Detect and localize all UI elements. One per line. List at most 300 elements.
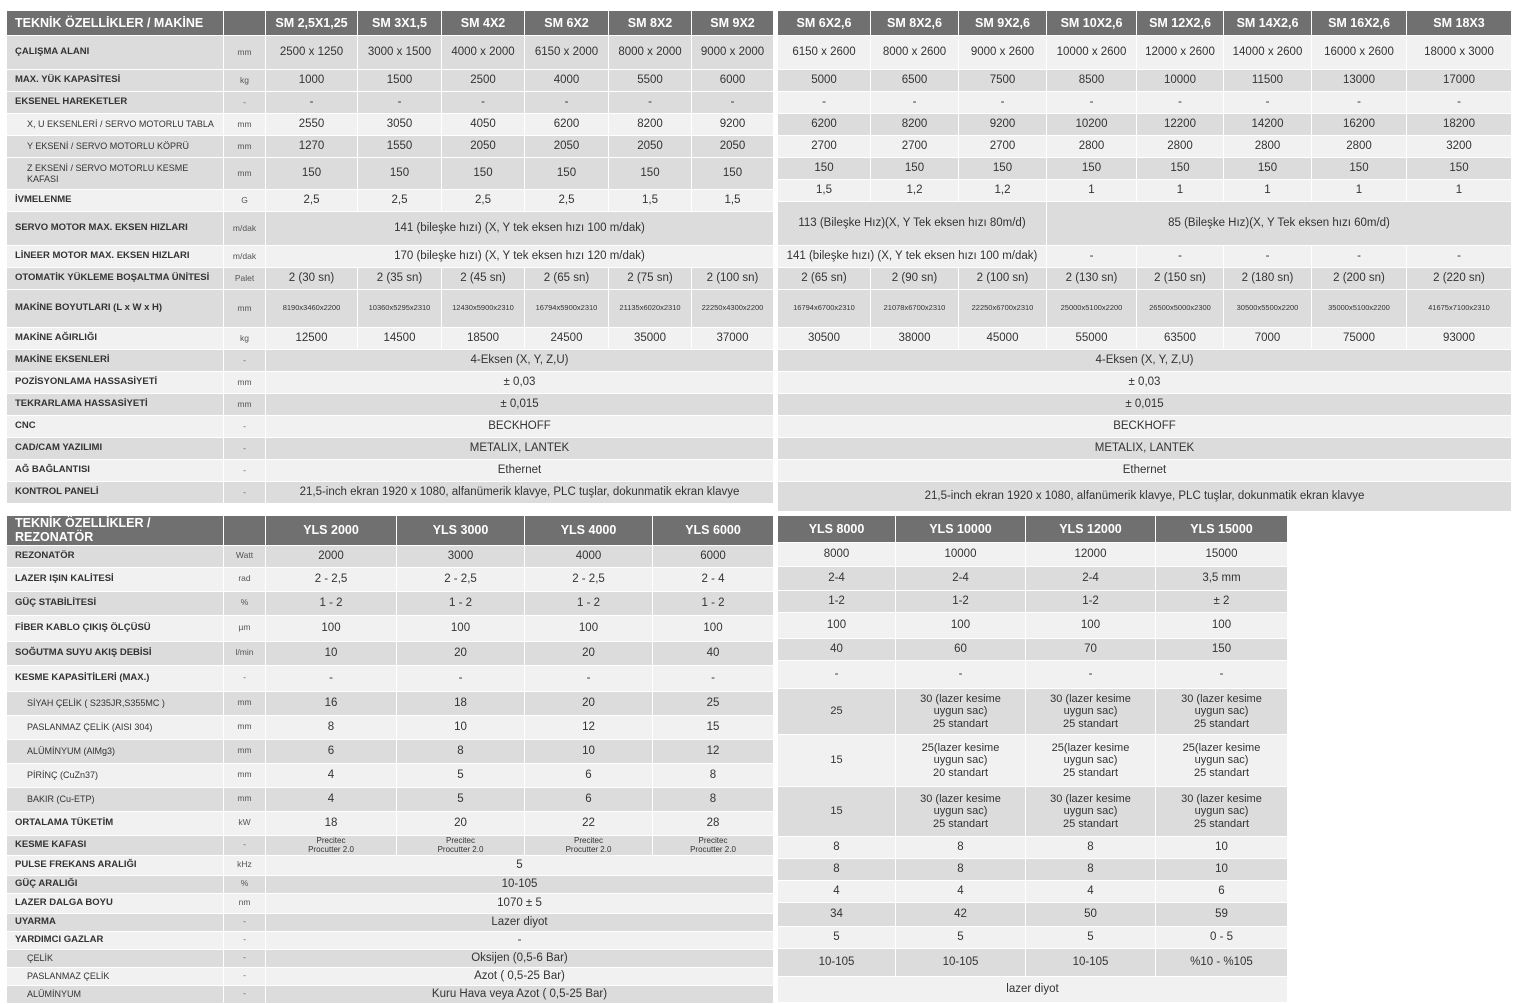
cell-value: 2 - 2,5 [266,567,397,591]
row-unit: - [224,438,266,460]
row-unit: - [224,931,266,949]
cell-value: 150 [692,158,774,190]
cell-value: 30 (lazer kesime uygun sac) 25 standart [1026,689,1156,735]
table-row [778,290,1512,328]
cell-value: 2700 [778,136,871,158]
table-row [778,482,1512,512]
cell-value: 12200 [1137,114,1224,136]
column-header: SM 6X2 [525,11,609,36]
cell-value: - [266,931,774,949]
cell-value: 15 [778,787,896,837]
row-unit: kg [224,328,266,350]
cell-value: 2-4 [896,567,1026,591]
cell-value: 150 [1137,158,1224,180]
row-unit: m/dak [224,212,266,246]
cell-value: 14000 x 2600 [1224,36,1312,70]
column-header: SM 2,5X1,25 [266,11,358,36]
table-row [7,350,774,372]
cell-value: 30500 [778,328,871,350]
column-header: YLS 15000 [1156,516,1288,543]
cell-value: 10000 [1137,70,1224,92]
table-row [778,977,1288,1003]
cell-value: - [609,92,692,114]
row-label: LAZER DALGA BOYU [7,893,224,913]
cell-value: 10000 x 2600 [1047,36,1137,70]
row-unit: - [224,416,266,438]
cell-value: 8 [778,837,896,859]
cell-value: 1-2 [1026,591,1156,613]
cell-value: 13000 [1312,70,1407,92]
cell-value: 100 [1026,613,1156,639]
column-header: SM 9X2,6 [959,11,1047,36]
cell-value: - [1047,92,1137,114]
table-row [7,394,774,416]
cell-value: 1 - 2 [266,591,397,615]
cell-value: 150 [778,158,871,180]
cell-value: 8190x3460x2200 [266,290,358,328]
cell-value: ± 0,015 [266,394,774,416]
row-label: İVMELENME [7,190,224,212]
cell-value: 9000 x 2600 [959,36,1047,70]
cell-value: 9200 [692,114,774,136]
cell-value: - [525,665,653,691]
table-row [778,136,1512,158]
cell-value: 2,5 [358,190,442,212]
cell-value: 41675x7100x2310 [1407,290,1512,328]
row-unit: mm [224,715,266,739]
row-label: LAZER IŞIN KALİTESİ [7,567,224,591]
row-label: EKSENEL HAREKETLER [7,92,224,114]
cell-value: 38000 [871,328,959,350]
cell-value: - [1137,246,1224,268]
row-label: FİBER KABLO ÇIKIŞ ÖLÇÜSÜ [7,615,224,641]
cell-value: 170 (bileşke hızı) (X, Y tek eksen hızı 120 m/dak) [266,246,774,268]
cell-value: 3050 [358,114,442,136]
table-row [7,763,774,787]
cell-value: - [778,661,896,689]
cell-value: 2 - 2,5 [397,567,525,591]
cell-value: 16794x5900x2310 [525,290,609,328]
column-header: SM 3X1,5 [358,11,442,36]
cell-value: 100 [896,613,1026,639]
cell-value: 8000 x 2600 [871,36,959,70]
table-row [7,855,774,875]
cell-value: 35000 [609,328,692,350]
cell-value: 10 [1156,859,1288,881]
cell-value: 6 [1156,881,1288,903]
row-unit: mm [224,158,266,190]
table-row [778,202,1512,246]
cell-value: 8000 [778,543,896,567]
cell-value: 1550 [358,136,442,158]
table-row [778,859,1288,881]
row-unit: mm [224,691,266,715]
cell-value: 2 (200 sn) [1312,268,1407,290]
cell-value: 10360x5295x2310 [358,290,442,328]
cell-value: 5 [266,855,774,875]
row-unit: - [224,835,266,855]
cell-value: 6000 [692,70,774,92]
cell-value: 2 (35 sn) [358,268,442,290]
machine-table-title: TEKNİK ÖZELLİKLER / MAKİNE [7,11,224,36]
cell-value: 150 [442,158,525,190]
cell-value: Lazer diyot [266,913,774,931]
table-row [7,460,774,482]
table-row [7,787,774,811]
row-label: OTOMATİK YÜKLEME BOŞALTMA ÜNİTESİ [7,268,224,290]
cell-value: 10000 [896,543,1026,567]
table-row [778,837,1288,859]
cell-value: 2050 [609,136,692,158]
cell-value: 8 [896,837,1026,859]
row-label: KESME KAFASI [7,835,224,855]
cell-value: 6 [266,739,397,763]
cell-value: 4050 [442,114,525,136]
cell-value: 16 [266,691,397,715]
column-header: SM 16X2,6 [1312,11,1407,36]
table-row [7,482,774,504]
cell-value: 25 [778,689,896,735]
cell-value: Oksijen (0,5-6 Bar) [266,949,774,967]
cell-value: 42 [896,903,1026,927]
row-unit: mm [224,763,266,787]
cell-value: METALIX, LANTEK [266,438,774,460]
table-row [778,438,1512,460]
cell-value: - [442,92,525,114]
table-row [778,949,1288,977]
column-header: YLS 10000 [896,516,1026,543]
cell-value: - [871,92,959,114]
row-label: ÇELİK [7,949,224,967]
cell-value: 100 [1156,613,1288,639]
row-unit: Watt [224,545,266,567]
cell-value: 10-105 [896,949,1026,977]
cell-value: 16794x6700x2310 [778,290,871,328]
column-header: SM 4X2 [442,11,525,36]
cell-value: 2700 [959,136,1047,158]
cell-value: - [959,92,1047,114]
row-unit: % [224,875,266,893]
cell-value: 30 (lazer kesime uygun sac) 25 standart [1156,787,1288,837]
row-label: ALÜMİNYUM (AlMg3) [7,739,224,763]
column-header: YLS 2000 [266,516,397,546]
cell-value: 5 [397,787,525,811]
cell-value: 22250x6700x2310 [959,290,1047,328]
cell-value: 59 [1156,903,1288,927]
cell-value: 8200 [609,114,692,136]
table-row [778,180,1512,202]
cell-value: 12430x5900x2310 [442,290,525,328]
cell-value: - [1156,661,1288,689]
table-row [778,735,1288,787]
cell-value: 1,2 [871,180,959,202]
row-label: CNC [7,416,224,438]
cell-value: %10 - %105 [1156,949,1288,977]
table-row [7,70,774,92]
cell-value: 1,5 [692,190,774,212]
cell-value: - [1224,92,1312,114]
cell-value: 5000 [778,70,871,92]
cell-value: 150 [1407,158,1512,180]
table-row [7,985,774,1003]
cell-value: 2 (65 sn) [525,268,609,290]
table-row [7,545,774,567]
cell-value: 6200 [525,114,609,136]
column-header: YLS 6000 [653,516,774,546]
table-row [778,881,1288,903]
cell-value: 150 [609,158,692,190]
cell-value: 1 [1047,180,1137,202]
cell-value: - [778,92,871,114]
row-label: MAKİNE AĞIRLIĞI [7,328,224,350]
row-label: LİNEER MOTOR MAX. EKSEN HIZLARI [7,246,224,268]
table-row [7,268,774,290]
row-label: Z EKSENİ / SERVO MOTORLU KESME KAFASI [7,158,224,190]
row-unit: l/min [224,641,266,665]
cell-value: 2050 [525,136,609,158]
cell-value: Ethernet [778,460,1512,482]
row-label: PULSE FREKANS ARALIĞI [7,855,224,875]
table-row [7,665,774,691]
cell-value: 1070 ± 5 [266,893,774,913]
row-unit: mm [224,372,266,394]
cell-value: 8000 x 2000 [609,36,692,70]
table-row [7,438,774,460]
cell-value: 3000 x 1500 [358,36,442,70]
cell-value: BECKHOFF [266,416,774,438]
table-row [778,268,1512,290]
cell-value: ± 2 [1156,591,1288,613]
cell-value: - [266,92,358,114]
cell-value: 26500x5000x2300 [1137,290,1224,328]
row-unit: - [224,985,266,1003]
cell-value: 2-4 [778,567,896,591]
cell-value: 21078x6700x2310 [871,290,959,328]
table-row [778,639,1288,661]
table-row [7,811,774,835]
cell-value: 2 (65 sn) [778,268,871,290]
table-row [778,591,1288,613]
cell-value: 8 [266,715,397,739]
table-row [7,615,774,641]
row-label: ORTALAMA TÜKETİM [7,811,224,835]
table-row [7,567,774,591]
cell-value: Azot ( 0,5-25 Bar) [266,967,774,985]
table-row [7,158,774,190]
cell-value: 2500 x 1250 [266,36,358,70]
cell-value: 28 [653,811,774,835]
cell-value: 8 [653,787,774,811]
row-unit: G [224,190,266,212]
cell-value: 150 [1156,639,1288,661]
cell-value: 55000 [1047,328,1137,350]
cell-value: 2550 [266,114,358,136]
row-unit: Palet [224,268,266,290]
cell-value: 16000 x 2600 [1312,36,1407,70]
cell-value: 1,5 [609,190,692,212]
cell-value: 100 [778,613,896,639]
cell-value: 7000 [1224,328,1312,350]
cell-value: 8200 [871,114,959,136]
row-label: REZONATÖR [7,545,224,567]
row-label: BAKIR (Cu-ETP) [7,787,224,811]
cell-value: 30 (lazer kesime uygun sac) 25 standart [896,689,1026,735]
cell-value: 150 [871,158,959,180]
table-row [778,903,1288,927]
cell-value: 100 [397,615,525,641]
table-row [778,92,1512,114]
cell-value: 12500 [266,328,358,350]
table-row [7,136,774,158]
cell-value: 18 [266,811,397,835]
cell-value: BECKHOFF [778,416,1512,438]
cell-value: 2 (90 sn) [871,268,959,290]
column-header: SM 12X2,6 [1137,11,1224,36]
cell-value: 1 [1224,180,1312,202]
table-row [778,36,1512,70]
cell-value: - [1137,92,1224,114]
cell-value: 15000 [1156,543,1288,567]
cell-value: 1 - 2 [525,591,653,615]
table-row [778,70,1512,92]
cell-value: 4-Eksen (X, Y, Z,U) [266,350,774,372]
cell-value: 4000 [525,70,609,92]
cell-value: 14500 [358,328,442,350]
table-row [7,835,774,855]
table-row [7,875,774,893]
cell-value: - [1407,246,1512,268]
cell-value: 4 [266,787,397,811]
row-label: Y EKSENİ / SERVO MOTORLU KÖPRÜ [7,136,224,158]
cell-value: 150 [959,158,1047,180]
row-unit: µm [224,615,266,641]
cell-value: 1,5 [778,180,871,202]
row-label: SOĞUTMA SUYU AKIŞ DEBİSİ [7,641,224,665]
cell-value: 6200 [778,114,871,136]
cell-value: - [1026,661,1156,689]
row-unit: mm [224,787,266,811]
table-row [7,893,774,913]
cell-value: 100 [266,615,397,641]
column-header: YLS 3000 [397,516,525,546]
resonator-specs-table-left [6,515,774,1004]
table-row [778,394,1512,416]
table-row [7,949,774,967]
cell-value: 2800 [1137,136,1224,158]
table-row [7,931,774,949]
cell-value: 18 [397,691,525,715]
table-row [7,190,774,212]
cell-value: 35000x5100x2200 [1312,290,1407,328]
cell-value: - [1312,246,1407,268]
cell-value: 10-105 [778,949,896,977]
cell-value: 9000 x 2000 [692,36,774,70]
cell-value: 21135x6020x2310 [609,290,692,328]
cell-value: 5 [896,927,1026,949]
cell-value: 3000 [397,545,525,567]
cell-value: 20 [525,641,653,665]
cell-value: 2 - 2,5 [525,567,653,591]
row-unit: mm [224,136,266,158]
cell-value: 2800 [1224,136,1312,158]
table-row [778,661,1288,689]
cell-value: 1,2 [959,180,1047,202]
table-row [778,246,1512,268]
row-label: SERVO MOTOR MAX. EKSEN HIZLARI [7,212,224,246]
cell-value: 3200 [1407,136,1512,158]
table-row [7,416,774,438]
cell-value: - [397,665,525,691]
cell-value: METALIX, LANTEK [778,438,1512,460]
cell-value: 141 (bileşke hızı) (X, Y tek eksen hızı 100 m/dak) [266,212,774,246]
cell-value: 20 [525,691,653,715]
table-row [7,328,774,350]
cell-value: - [358,92,442,114]
cell-value: 45000 [959,328,1047,350]
column-header: SM 9X2 [692,11,774,36]
cell-value: - [896,661,1026,689]
row-label: MAKİNE BOYUTLARI (L x W x H) [7,290,224,328]
cell-value: Precitec Procutter 2.0 [266,835,397,855]
cell-value: - [266,665,397,691]
cell-value: 25 [653,691,774,715]
cell-value: 3,5 mm [1156,567,1288,591]
cell-value: 1500 [358,70,442,92]
column-header: SM 8X2 [609,11,692,36]
row-unit: - [224,913,266,931]
cell-value: 5500 [609,70,692,92]
cell-value: 10 [266,641,397,665]
cell-value: 150 [1224,158,1312,180]
cell-value: 8 [653,763,774,787]
cell-value: 150 [358,158,442,190]
table-row [7,715,774,739]
cell-value: 8500 [1047,70,1137,92]
cell-value: ± 0,03 [778,372,1512,394]
cell-value: Precitec Procutter 2.0 [397,835,525,855]
cell-value: 30 (lazer kesime uygun sac) 25 standart [1026,787,1156,837]
cell-value: 4 [778,881,896,903]
row-unit: mm [224,36,266,70]
unit-header [224,516,266,546]
table-row [7,691,774,715]
cell-value: 6150 x 2600 [778,36,871,70]
cell-value: 113 (Bileşke Hız)(X, Y Tek eksen hızı 80m/d) [778,202,1047,246]
cell-value: 150 [1312,158,1407,180]
row-unit: - [224,967,266,985]
cell-value: 12 [653,739,774,763]
row-label: UYARMA [7,913,224,931]
column-header: SM 8X2,6 [871,11,959,36]
cell-value: 2,5 [442,190,525,212]
machine-specs-table-right [777,10,1512,512]
cell-value: 2 (150 sn) [1137,268,1224,290]
cell-value: 18500 [442,328,525,350]
cell-value: 2 (100 sn) [692,268,774,290]
row-label: POZİSYONLAMA HASSASİYETİ [7,372,224,394]
table-row [778,787,1288,837]
cell-value: 1 [1137,180,1224,202]
cell-value: 2000 [266,545,397,567]
row-label: KONTROL PANELİ [7,482,224,504]
row-label: CAD/CAM YAZILIMI [7,438,224,460]
row-unit: - [224,949,266,967]
row-label: KESME KAPASİTİLERİ (MAX.) [7,665,224,691]
cell-value: 22 [525,811,653,835]
cell-value: 2 - 4 [653,567,774,591]
table-row [778,689,1288,735]
cell-value: 150 [266,158,358,190]
